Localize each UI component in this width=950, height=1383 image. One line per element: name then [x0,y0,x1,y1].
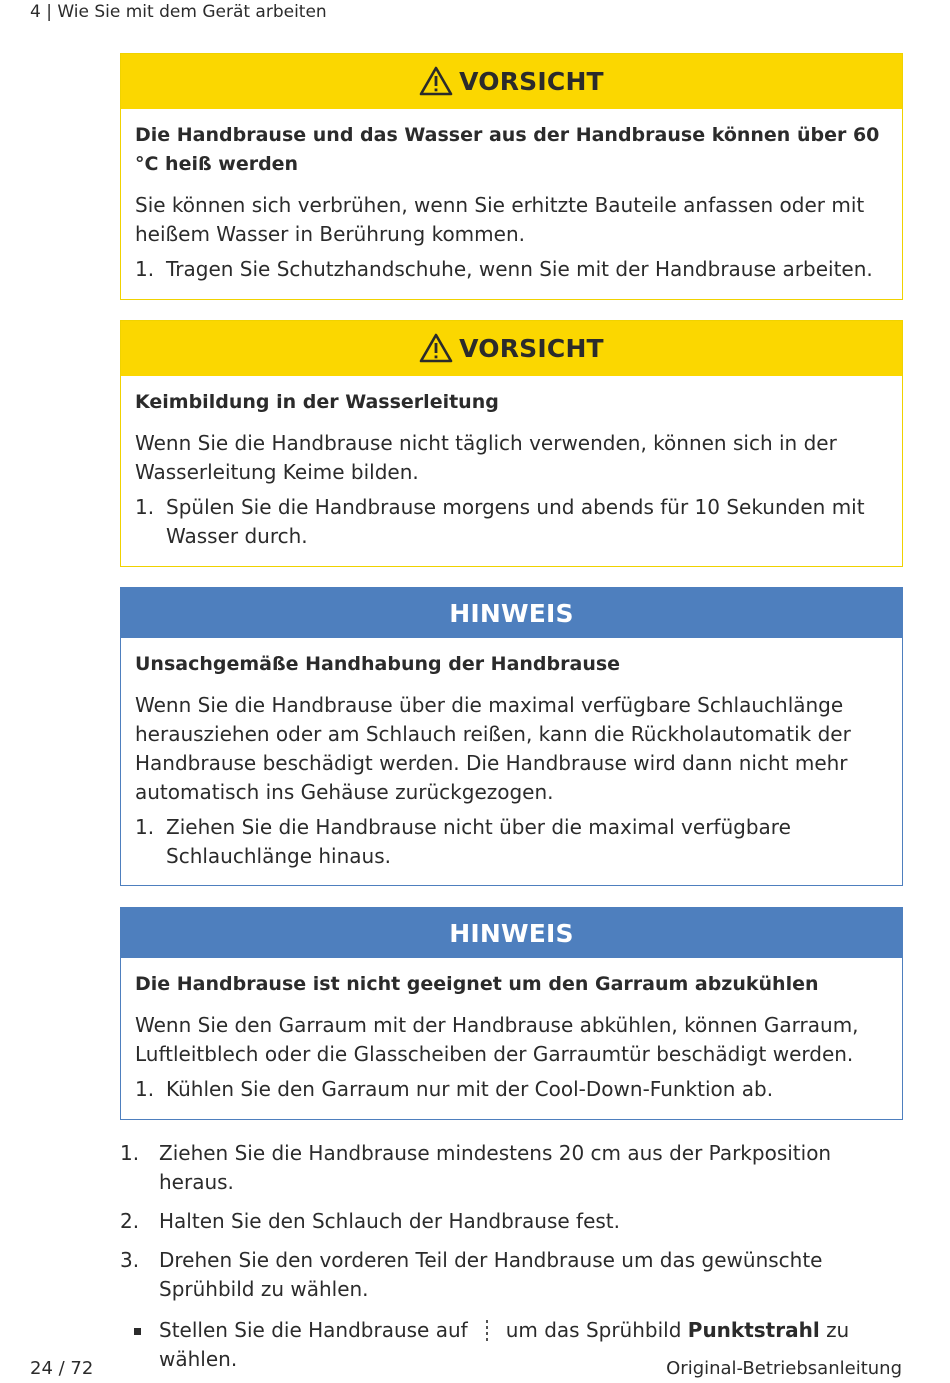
box-text: Wenn Sie den Garraum mit der Handbrause abkühlen, können Garraum, Luftleitblech oder die Glasscheiben der Garraumtür beschädigt werden. [135,1013,859,1066]
instruction-steps [120,1139,903,1374]
box-step-number: 1. [135,815,155,839]
step-text: Halten Sie den Schlauch der Handbrause fest. [159,1209,621,1233]
caution-heading-label: VORSICHT [459,67,604,96]
box-title: Unsachgemäße Handhabung der Handbrause [135,653,621,675]
step-text: Ziehen Sie die Handbrause mindestens 20 cm aus der Parkposition heraus. [159,1141,832,1194]
page-number: 24 / 72 [30,1358,94,1379]
box-step [135,1075,888,1104]
warning-triangle-icon [419,66,453,96]
box-title: Keimbildung in der Wasserleitung [135,391,499,413]
box-title: Die Handbrause und das Wasser aus der Handbrause können über 60 °C heiß werden [135,124,880,175]
instruction-step [120,1246,903,1304]
bullet-text: Stellen Sie die Handbrause auf um das Sprühbild Punktstrahl zu wählen. [159,1318,850,1371]
box-step-text: Spülen Sie die Handbrause morgens und abends für 10 Sekunden mit Wasser durch. [166,495,865,548]
box-step-text: Kühlen Sie den Garraum nur mit der Cool-Down-Funktion ab. [166,1077,774,1101]
step-number: 1. [120,1141,140,1165]
page-header: 4 | Wie Sie mit dem Gerät arbeiten [30,2,327,22]
instruction-step [120,1207,903,1236]
box-step-number: 1. [135,1077,155,1101]
notice-heading: HINWEIS [121,908,902,958]
caution-box-germs [120,320,903,567]
box-step [135,493,888,551]
box-step-text: Tragen Sie Schutzhandschuhe, wenn Sie mit der Handbrause arbeiten. [166,257,873,281]
caution-heading [121,54,902,109]
bullet-square-icon [120,1316,159,1374]
box-text: Sie können sich verbrühen, wenn Sie erhitzte Bauteile anfassen oder mit heißem Wasser in Berührung kommen. [135,193,865,246]
box-step-number: 1. [135,257,155,281]
step-number: 2. [120,1209,140,1233]
warning-triangle-icon [419,333,453,363]
box-step-text: Ziehen Sie die Handbrause nicht über die maximal verfügbare Schlauchlänge hinaus. [166,815,791,868]
document-title: Original-Betriebsanleitung [666,1358,902,1379]
box-text: Wenn Sie die Handbrause nicht täglich verwenden, können sich in der Wasserleitung Keime bilden. [135,431,837,484]
caution-box-hot-water [120,53,903,300]
box-step-number: 1. [135,495,155,519]
spray-point-jet-icon [476,1318,498,1342]
notice-box-handling [120,587,903,886]
step-number: 3. [120,1248,140,1272]
notice-box-cooling [120,907,903,1120]
box-step [135,813,888,871]
box-title: Die Handbrause ist nicht geeignet um den Garraum abzukühlen [135,973,819,995]
notice-heading: HINWEIS [121,588,902,638]
caution-heading [121,321,902,376]
caution-heading-label: VORSICHT [459,334,604,363]
box-step [135,255,888,284]
box-text: Wenn Sie die Handbrause über die maximal verfügbare Schlauchlänge herausziehen oder am Schlauch reißen, kann die Rückholautomatik der Handbrause beschädigt werden. Die Handbrause wird dann nicht mehr automatisch ins Gehäuse zurückgezogen. [135,693,851,804]
step-text: Drehen Sie den vorderen Teil der Handbrause um das gewünschte Sprühbild zu wählen. [159,1248,823,1301]
instruction-step [120,1139,903,1197]
